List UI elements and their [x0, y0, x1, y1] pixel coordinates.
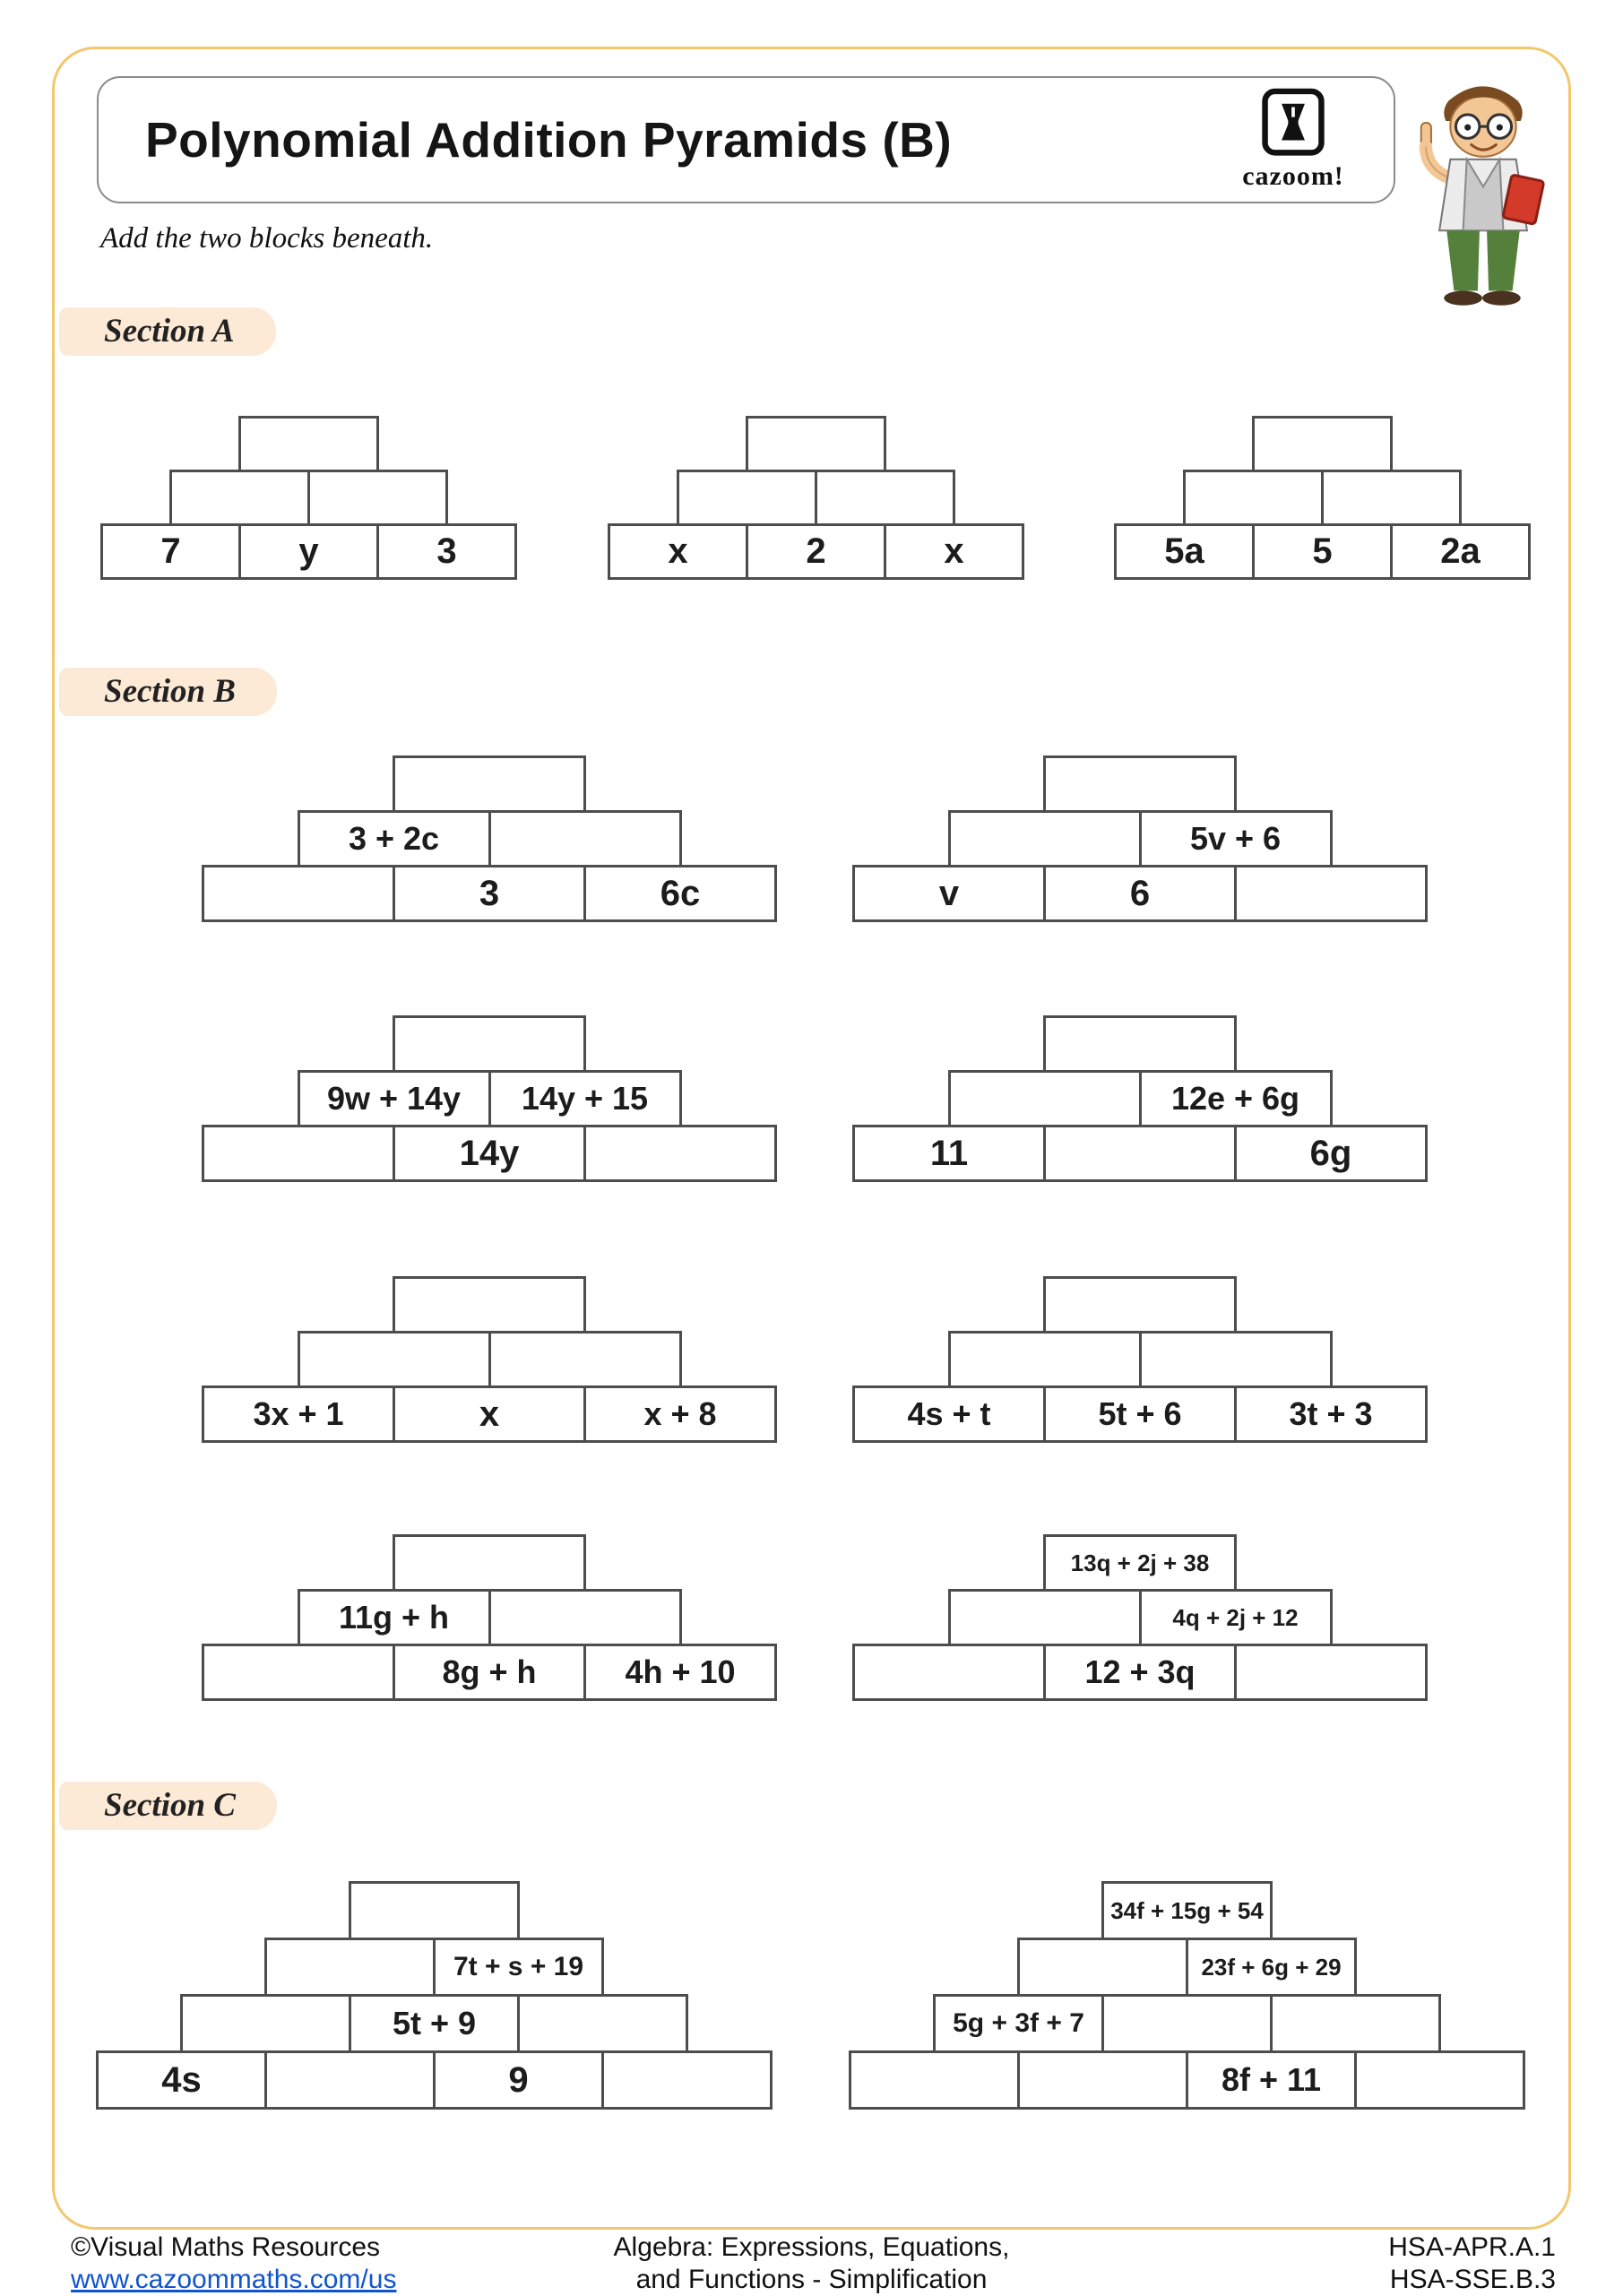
pyramid-cell-empty: [488, 1331, 682, 1388]
cazoom-logo: [1230, 87, 1356, 192]
pyramid-cell-value: 6: [1043, 865, 1237, 922]
pyramid-row: [852, 1644, 1428, 1701]
pyramid-cell-empty: [948, 1589, 1142, 1646]
pyramid-cell-value: v: [852, 865, 1046, 922]
pyramid-row: [298, 1070, 682, 1127]
pyramid-cell-empty: [583, 1125, 777, 1182]
pyramid-row: [1043, 755, 1237, 813]
pyramid-cell-value: 8f + 11: [1186, 2050, 1357, 2110]
pyramid-row: [202, 1385, 777, 1443]
pyramid-cell-empty: [746, 416, 886, 472]
footer-right: [1388, 2231, 1556, 2296]
pyramid-cell-empty: [393, 1534, 586, 1592]
pyramid-row: [202, 1125, 777, 1182]
pyramid-row: [100, 523, 517, 580]
topic-line-1: Algebra: Expressions, Equations,: [613, 2232, 1010, 2262]
pyramid-cell-empty: [202, 1125, 395, 1182]
pyramid-cell-value: 11: [852, 1125, 1046, 1182]
pyramid-row: [393, 1276, 586, 1334]
standard-code-1: HSA-APR.A.1: [1388, 2232, 1556, 2262]
pyramid-cell-empty: [948, 810, 1142, 867]
pyramid-cell-empty: [1043, 1125, 1237, 1182]
pyramid: [202, 755, 777, 922]
pyramid-cell-empty: [1234, 865, 1428, 922]
pyramid-row: [608, 523, 1024, 580]
pyramid-cell-empty: [1321, 470, 1462, 526]
pyramid-cell-empty: [169, 470, 310, 526]
section-c-label: Section C: [59, 1782, 277, 1830]
pyramid-cell-empty: [517, 1994, 688, 2053]
pyramid-row: [1183, 470, 1462, 526]
pyramid-cell-empty: [393, 755, 586, 813]
pyramid-cell-empty: [180, 1994, 351, 2053]
pyramid: [202, 1015, 777, 1182]
pyramid: [849, 1881, 1525, 2110]
pyramid-cell-value: 8g + h: [393, 1644, 586, 1701]
pyramid-row: [264, 1938, 604, 1997]
pyramid-row: [393, 1015, 586, 1073]
pyramid-cell-value: 12e + 6g: [1139, 1070, 1333, 1127]
worksheet-instruction: Add the two blocks beneath.: [100, 222, 434, 255]
pyramid-cell-value: 4s: [96, 2050, 267, 2110]
pyramid: [608, 416, 1024, 580]
pyramid-cell-value: x + 8: [583, 1385, 777, 1443]
pyramid-cell-empty: [1043, 1015, 1237, 1073]
pyramid-cell-value: 34f + 15g + 54: [1101, 1881, 1273, 1940]
pyramid-cell-value: 5t + 9: [349, 1994, 520, 2053]
pyramid-row: [393, 755, 586, 813]
pyramid-row: [180, 1994, 688, 2053]
pyramid-row: [298, 1589, 682, 1646]
pyramid-cell-empty: [1043, 1276, 1237, 1334]
pyramid-row: [948, 1070, 1333, 1127]
pyramid-cell-empty: [1234, 1644, 1428, 1701]
pyramid-row: [849, 2050, 1525, 2110]
pyramid-row: [1043, 1534, 1237, 1592]
pyramid-cell-empty: [948, 1070, 1142, 1127]
pyramid-cell-value: 7: [100, 523, 241, 580]
pyramid-cell-value: 4h + 10: [583, 1644, 777, 1701]
pyramid-row: [677, 470, 955, 526]
pyramid-cell-value: 5g + 3f + 7: [933, 1994, 1104, 2053]
pyramid-cell-empty: [307, 470, 448, 526]
pyramid-cell-empty: [1183, 470, 1324, 526]
pyramid-row: [1043, 1015, 1237, 1073]
pyramid-cell-value: 7t + s + 19: [433, 1938, 604, 1997]
pyramid-cell-empty: [849, 2050, 1020, 2110]
pyramid-row: [298, 1331, 682, 1388]
pyramid-cell-empty: [202, 1644, 395, 1701]
pyramid-cell-value: 3t + 3: [1234, 1385, 1428, 1443]
pyramid-row: [852, 1125, 1428, 1182]
pyramid-row: [1114, 523, 1531, 580]
pyramid-cell-value: y: [238, 523, 379, 580]
pyramid-cell-value: 3 + 2c: [298, 810, 491, 867]
pyramid-cell-empty: [1043, 755, 1237, 813]
pyramid-cell-value: 13q + 2j + 38: [1043, 1534, 1237, 1592]
pyramid-cell-empty: [393, 1015, 586, 1073]
pyramid-cell-empty: [264, 1938, 436, 1997]
pyramid-row: [1017, 1938, 1357, 1997]
pyramid-cell-empty: [1270, 1994, 1441, 2053]
pyramid-cell-empty: [815, 470, 955, 526]
pyramid-row: [852, 1385, 1428, 1443]
pyramid: [202, 1534, 777, 1701]
pyramid-cell-empty: [1017, 2050, 1188, 2110]
pyramid-cell-value: 5t + 6: [1043, 1385, 1237, 1443]
pyramid-cell-value: x: [393, 1385, 586, 1443]
pyramid-cell-empty: [264, 2050, 436, 2110]
standard-code-2: HSA-SSE.B.3: [1389, 2265, 1556, 2294]
topic-line-2: and Functions - Simplification: [635, 2265, 988, 2294]
pyramid-cell-empty: [1252, 416, 1393, 472]
pyramid-row: [852, 865, 1428, 922]
pyramid-row: [933, 1994, 1441, 2053]
cazoom-logo-icon: [1260, 87, 1326, 160]
pyramid-row: [948, 1331, 1333, 1388]
pyramid-cell-empty: [1354, 2050, 1525, 2110]
pyramid-cell-empty: [601, 2050, 773, 2110]
pyramid-cell-value: 5: [1252, 523, 1393, 580]
pyramid: [852, 1015, 1428, 1182]
pyramid: [96, 1881, 773, 2110]
pyramid-cell-empty: [298, 1331, 491, 1388]
pyramid-row: [948, 1589, 1333, 1646]
pyramid-cell-empty: [202, 865, 395, 922]
pyramid-row: [202, 1644, 777, 1701]
pyramid-cell-value: 23f + 6g + 29: [1186, 1938, 1357, 1997]
pyramid-cell-empty: [1017, 1938, 1188, 1997]
pyramid-cell-empty: [948, 1331, 1142, 1388]
footer-link[interactable]: www.cazoommaths.com/us: [71, 2265, 397, 2294]
pyramid-cell-value: 5v + 6: [1139, 810, 1333, 867]
pyramid: [852, 755, 1428, 922]
page-title: Polynomial Addition Pyramids (B): [145, 112, 953, 168]
pyramid-cell-value: 3: [393, 865, 586, 922]
pyramid: [1114, 416, 1531, 580]
pyramid-cell-empty: [677, 470, 817, 526]
pyramid-cell-empty: [349, 1881, 520, 1940]
copyright-text: ©Visual Maths Resources: [71, 2232, 381, 2262]
section-a-label: Section A: [59, 307, 276, 356]
pyramid-cell-value: 4s + t: [852, 1385, 1046, 1443]
pyramid: [852, 1534, 1428, 1701]
pyramid-cell-value: x: [608, 523, 748, 580]
pyramid-row: [1101, 1881, 1273, 1940]
pyramid-row: [96, 2050, 773, 2110]
pyramid: [202, 1276, 777, 1443]
pyramid-cell-value: 3: [376, 523, 517, 580]
pyramid-cell-value: 9w + 14y: [298, 1070, 491, 1127]
pyramid-cell-empty: [1139, 1331, 1333, 1388]
pyramid-row: [393, 1534, 586, 1592]
pyramid-row: [1043, 1276, 1237, 1334]
pyramid-row: [238, 416, 379, 472]
pyramid-cell-value: 11g + h: [298, 1589, 491, 1646]
pyramid-row: [298, 810, 682, 867]
pyramid-cell-empty: [238, 416, 379, 472]
pyramid-row: [1252, 416, 1393, 472]
section-b-label: Section B: [59, 668, 277, 716]
pyramid-cell-empty: [393, 1276, 586, 1334]
teacher-illustration: [1398, 70, 1568, 316]
pyramid: [852, 1276, 1428, 1443]
pyramid-row: [349, 1881, 520, 1940]
pyramid-row: [202, 865, 777, 922]
pyramid-cell-value: 9: [433, 2050, 604, 2110]
pyramid-cell-value: 12 + 3q: [1043, 1644, 1237, 1701]
pyramid-cell-empty: [852, 1644, 1046, 1701]
pyramid-cell-value: 3x + 1: [202, 1385, 395, 1443]
pyramid-cell-value: 14y + 15: [488, 1070, 682, 1127]
title-box: [97, 76, 1395, 203]
pyramid-row: [746, 416, 886, 472]
pyramid-cell-value: 4q + 2j + 12: [1139, 1589, 1333, 1646]
pyramid-cell-empty: [1101, 1994, 1273, 2053]
pyramid-cell-empty: [488, 1589, 682, 1646]
pyramid-cell-value: 6c: [583, 865, 777, 922]
pyramid-cell-value: 5a: [1114, 523, 1255, 580]
cazoom-logo-text: cazoom!: [1242, 161, 1344, 191]
pyramid-cell-value: 2a: [1390, 523, 1531, 580]
pyramid-cell-value: x: [884, 523, 1024, 580]
pyramid-cell-empty: [488, 810, 682, 867]
pyramid-row: [169, 470, 448, 526]
pyramid-cell-value: 2: [746, 523, 886, 580]
pyramid: [100, 416, 517, 580]
pyramid-cell-value: 14y: [393, 1125, 586, 1182]
footer-center: [0, 2231, 1623, 2296]
pyramid-row: [948, 810, 1333, 867]
pyramid-cell-value: 6g: [1234, 1125, 1428, 1182]
